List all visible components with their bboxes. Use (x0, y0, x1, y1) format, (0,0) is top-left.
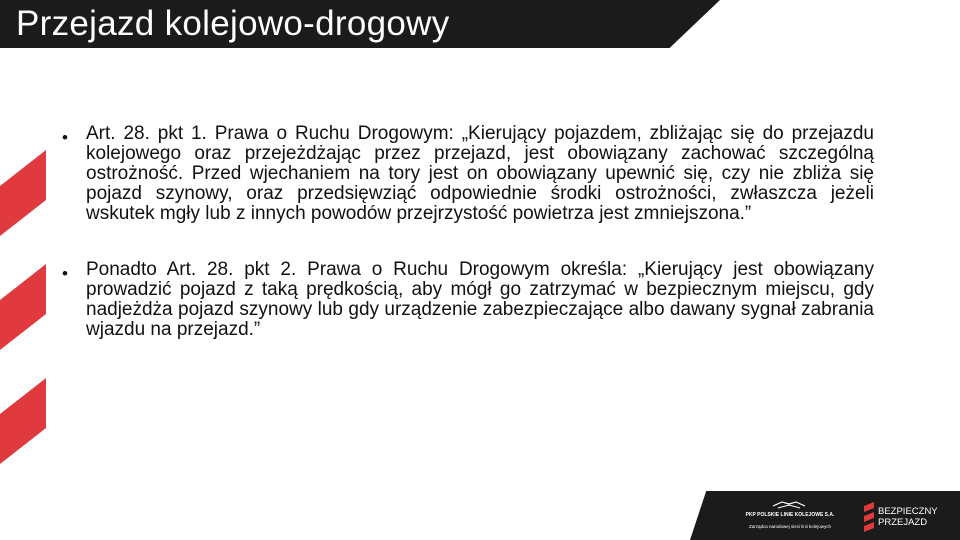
pkp-logo (740, 500, 840, 534)
bezpieczny-przejazd-logo (864, 500, 954, 534)
red-stripe (0, 378, 46, 464)
slide-content (60, 124, 874, 376)
pkp-train-logo-icon (772, 500, 806, 510)
pkp-logo-name: PKP POLSKIE LINIE KOLEJOWE S.A. (745, 512, 835, 518)
red-stripe (0, 264, 46, 350)
slide-title: Przejazd kolejowo-drogowy (16, 4, 450, 43)
bullet-text: Ponadto Art. 28. pkt 2. Prawa o Ruchu Drogowym określa: „Kierujący jest obowiązany prowadzić pojazd z taką prędkością, aby mógł go zatrzymać w bezpiecznym miejscu, gdy nadjeżdża pojazd szynowy lub gdy urządzenie zabezpieczające albo dawany sygnał zabrania wjazdu na przejazd.” (86, 259, 874, 340)
bezpieczny-przejazd-line1: BEZPIECZNY (878, 506, 938, 517)
pkp-logo-tagline: Zarządca narodowej sieci linii kolejowych (748, 524, 832, 529)
bezpieczny-przejazd-stripes-icon (864, 502, 876, 532)
bullet-marker: • (62, 264, 68, 283)
bullet-text: Art. 28. pkt 1. Prawa o Ruchu Drogowym: „Kierujący pojazdem, zbliżając się do przejazdu kolejowego oraz przejeżdżając przez przejazd, jest obowiązany zachować szczególną ostrożność. Przed wjechaniem na tory jest on obowiązany upewnić się, czy nie zbliża się pojazd szynowy, oraz przedsięwziąć odpowiednie środki ostrożności, zwłaszcza jeżeli wskutek mgły lub z innych powodów przejrzystość powietrza jest zmniejszona.” (86, 123, 874, 224)
bullet-item (60, 260, 874, 340)
red-stripe (0, 150, 46, 236)
bullet-marker: • (62, 128, 68, 147)
bezpieczny-przejazd-line2: PRZEJAZD (878, 517, 928, 528)
red-stripes-decoration (0, 150, 52, 530)
bullet-item (60, 124, 874, 224)
